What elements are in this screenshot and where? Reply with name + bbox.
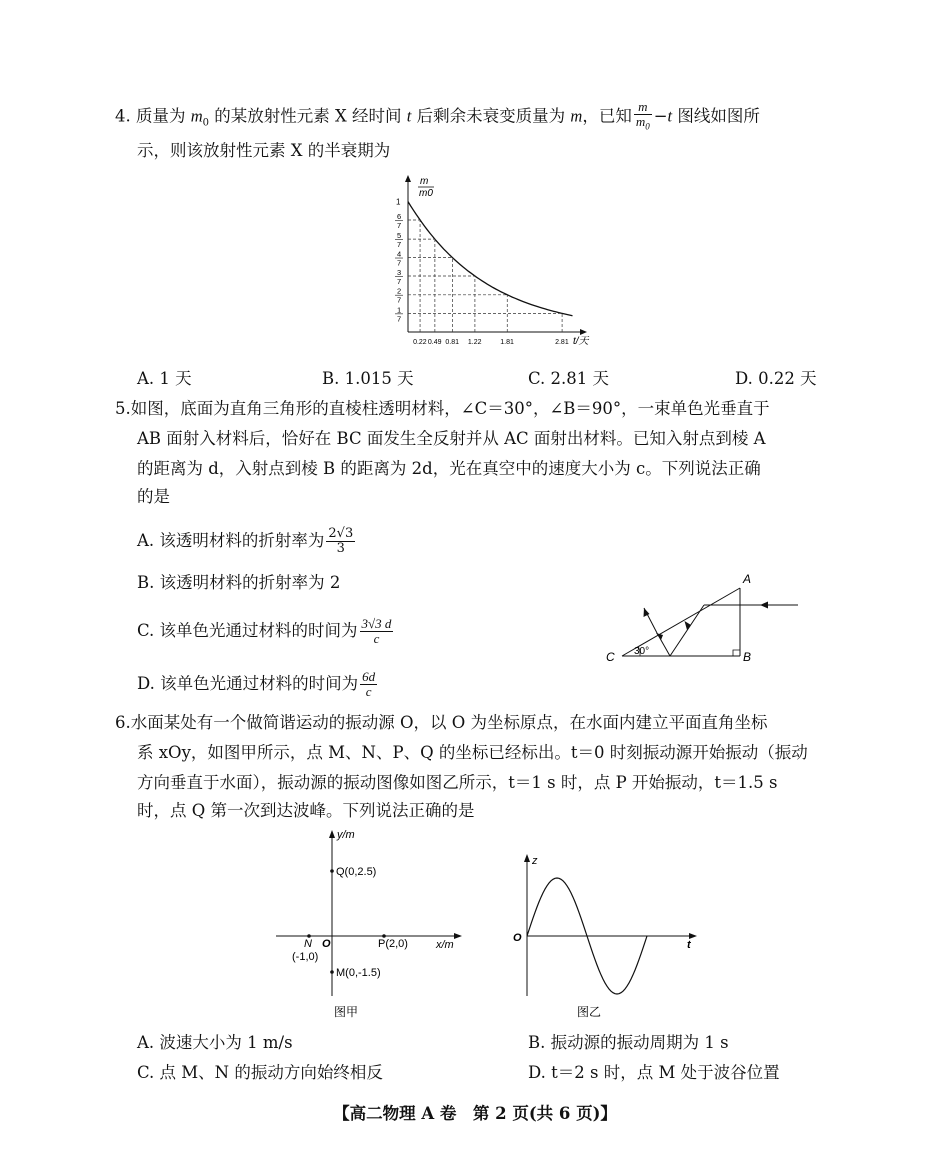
x-axis-label: t/天 [573,336,589,347]
figure-jia [270,826,470,1026]
prism-figure [600,568,810,668]
y-axis-label-den: m0 [419,188,433,199]
q6-line1: 6.水面某处有一个做简谐运动的振动源 O，以 O 为坐标原点，在水面内建立平面直角坐标 [115,713,768,732]
q6-option-a[interactable]: A. 波速大小为 1 m/s [137,1033,293,1052]
q4-line2: 示，则该放射性元素 X 的半衰期为 [137,141,391,160]
q5-option-c[interactable]: C. 该单色光通过材料的时间为 $\frac{3√3 d}{c}$ [137,616,392,646]
decay-curve [408,202,573,316]
right-angle-mark [733,650,740,656]
label-p: P(2,0) [378,938,408,950]
origin-label: O [322,938,331,950]
y-tick-num: 5 [397,230,402,240]
label-n-coord: (-1,0) [292,951,319,963]
y-tick-num: 3 [397,268,402,278]
t-axis-label: t [687,939,691,951]
y-tick-num: 2 [397,286,402,296]
ray-to-bc [670,605,704,656]
y-tick-num: 4 [397,249,402,259]
arrow-icon [580,329,587,335]
arrow-icon [656,633,663,640]
x-axis-label: x/m [436,939,454,951]
arrow-icon [454,933,462,939]
q5-option-a-fraction: $\frac{2√3}{3}$ [328,526,354,556]
q5-option-b[interactable]: B. 该透明材料的折射率为 2 [137,573,341,592]
page-footer: 【高二物理 A 卷 第 2 页(共 6 页)】 [333,1104,617,1123]
q5-line1: 5.如图，底面为直角三角形的直棱柱透明材料，∠C＝30°，∠B＝90°，一束单色光垂直于 [115,399,770,418]
q4-line1: 4. 质量为 $m_0$ 的某放射性元素 X 经时间 t 后剩余未衰变质量为 m，已知 $\frac{m}{m_0}$ −t 图线如图所 [115,99,760,132]
y-tick-den: 7 [397,314,402,324]
y-tick-den: 7 [397,239,402,249]
q4-fraction: $\frac{m}{m_0}$ [635,99,650,132]
q4-option-b[interactable]: B. 1.015 天 [322,369,414,388]
q5-option-d[interactable]: D. 该单色光通过材料的时间为 $\frac{6d}{c}$ [137,669,376,699]
arrow-icon [685,621,692,630]
q5-option-c-fraction: $\frac{3√3 d}{c}$ [361,616,392,646]
caption-jia: 图甲 [334,1005,359,1019]
y-axis-label-num: m [420,176,429,187]
q4-option-a[interactable]: A. 1 天 [137,369,192,388]
y-tick-num: 1 [397,305,402,315]
x-tick-label: 2.81 [555,339,569,346]
y-axis-label: y/m [337,829,355,841]
label-b: B [743,650,752,664]
q5-option-a[interactable]: A. 该透明材料的折射率为 $\frac{2√3}{3}$ [137,526,354,556]
point-q [330,869,334,873]
q5-option-d-fraction: $\frac{6d}{c}$ [362,669,376,699]
arrow-icon [405,175,411,182]
q6-line4: 时，点 Q 第一次到达波峰。下列说法正确的是 [137,801,475,820]
arrow-icon [760,602,768,609]
y-tick-den: 7 [397,277,402,287]
y-tick-den: 7 [397,258,402,268]
q6-option-c[interactable]: C. 点 M、N 的振动方向始终相反 [137,1063,383,1082]
x-tick-label: 1.81 [500,339,514,346]
origin-label: O [513,932,522,944]
q5-line3: 的距离为 d，入射点到棱 B 的距离为 2d，光在真空中的速度大小为 c。下列说法正确 [137,459,761,478]
label-c: C [606,650,615,664]
y-tick-label: 1 [396,197,401,207]
q4-option-d[interactable]: D. 0.22 天 [735,369,817,388]
decay-chart [380,172,590,362]
y-tick-den: 7 [397,221,402,231]
label-a: A [743,572,752,586]
figure-yi [505,850,705,1026]
q4-option-c[interactable]: C. 2.81 天 [528,369,610,388]
q6-line2: 系 xOy，如图甲所示，点 M、N、P、Q 的坐标已经标出。t＝0 时刻振动源开始振动（振动 [137,743,808,762]
q6-option-d[interactable]: D. t＝2 s 时，点 M 处于波谷位置 [528,1063,780,1082]
q6-option-b[interactable]: B. 振动源的振动周期为 1 s [528,1033,729,1052]
q5-line4: 的是 [137,487,170,506]
q6-line3: 方向垂直于水面），振动源的振动图像如图乙所示，t＝1 s 时，点 P 开始振动，t＝1.5 s [137,773,778,792]
y-tick-den: 7 [397,295,402,305]
label-angle: 30° [634,646,650,657]
caption-yi: 图乙 [577,1005,602,1019]
arrow-icon [524,854,530,862]
arrow-icon [329,830,335,838]
z-axis-label: z [532,855,538,867]
x-tick-label: 0.22 [413,339,427,346]
x-tick-label: 0.81 [445,339,460,346]
y-tick-num: 6 [397,212,402,222]
arrow-icon [644,608,650,617]
point-m [330,970,334,974]
label-n: N [304,938,312,950]
x-tick-label: 1.22 [467,339,482,346]
label-q: Q(0,2.5) [336,866,377,878]
x-tick-label: 0.49 [427,339,442,346]
label-m: M(0,-1.5) [336,967,381,979]
q5-line2: AB 面射入材料后，恰好在 BC 面发生全反射并从 AC 面射出材料。已知入射点到棱 A [137,429,766,448]
